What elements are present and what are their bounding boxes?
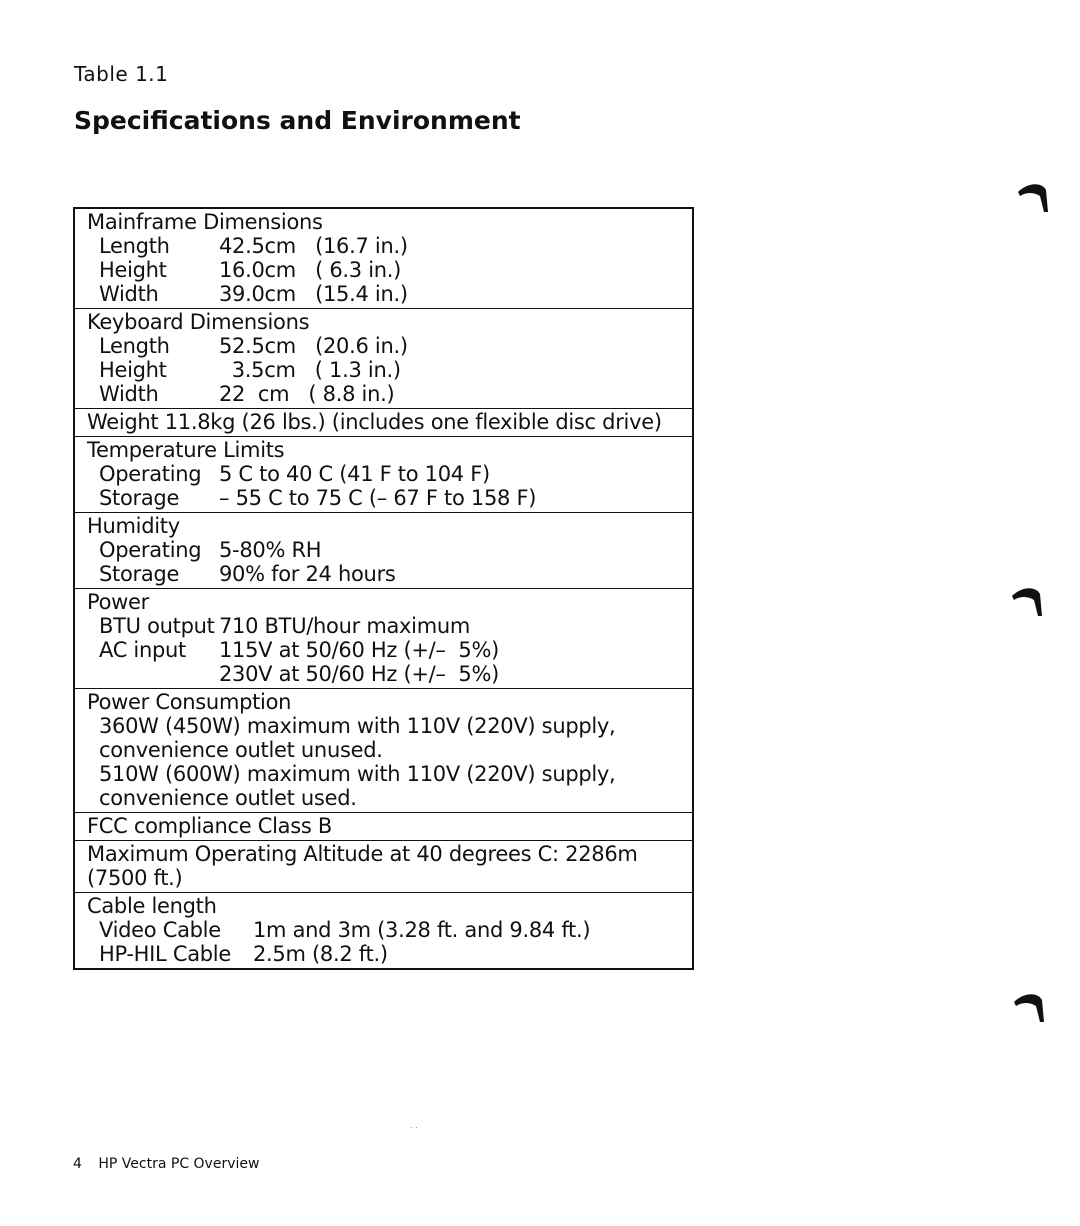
row-label: Storage <box>99 562 180 586</box>
fcc-text: FCC compliance Class B <box>87 814 332 838</box>
margin-mark-icon <box>1012 990 1046 1024</box>
spec-row <box>87 614 682 638</box>
spec-table <box>73 207 694 970</box>
section-heading: Cable length <box>87 894 217 918</box>
spec-row <box>87 358 682 382</box>
section-humidity <box>75 512 692 588</box>
section-mainframe <box>75 209 692 308</box>
row-label: Width <box>99 282 159 306</box>
row-value: 16.0cm ( 6.3 in.) <box>219 258 402 282</box>
row-label: BTU output <box>99 614 215 638</box>
section-heading: Power <box>87 590 149 614</box>
section-cable-length <box>75 892 692 968</box>
row-label: AC input <box>99 638 186 662</box>
altitude-line: (7500 ft.) <box>87 866 183 890</box>
spec-row <box>87 282 682 306</box>
weight-text: Weight 11.8kg (26 lbs.) (includes one flexible disc drive) <box>87 410 662 434</box>
margin-mark-icon <box>1016 180 1050 214</box>
row-label: Operating <box>99 462 202 486</box>
consumption-line: 360W (450W) maximum with 110V (220V) supply, <box>99 714 616 738</box>
consumption-line: convenience outlet used. <box>99 786 357 810</box>
spec-row <box>87 918 682 942</box>
row-value: 5-80% RH <box>219 538 322 562</box>
spec-row <box>87 334 682 358</box>
spec-row <box>87 638 682 662</box>
row-value: 42.5cm (16.7 in.) <box>219 234 408 258</box>
row-label: Width <box>99 382 159 406</box>
section-keyboard <box>75 308 692 408</box>
row-value: 1m and 3m (3.28 ft. and 9.84 ft.) <box>253 918 591 942</box>
row-value: 5 C to 40 C (41 F to 104 F) <box>219 462 490 486</box>
section-temperature <box>75 436 692 512</box>
consumption-line: 510W (600W) maximum with 110V (220V) supply, <box>99 762 616 786</box>
table-caption: Table 1.1 <box>74 62 169 86</box>
section-power-consumption <box>75 688 692 812</box>
row-value: 2.5m (8.2 ft.) <box>253 942 388 966</box>
row-value: 710 BTU/hour maximum <box>219 614 471 638</box>
speck-dots: . . <box>410 1121 418 1130</box>
page-title: Specifications and Environment <box>74 106 521 135</box>
row-label: Video Cable <box>99 918 221 942</box>
altitude-line: Maximum Operating Altitude at 40 degrees C: 2286m <box>87 842 638 866</box>
section-weight <box>75 408 692 436</box>
consumption-line: convenience outlet unused. <box>99 738 383 762</box>
row-value: 90% for 24 hours <box>219 562 396 586</box>
page-number: 4 <box>73 1156 82 1172</box>
section-heading: Temperature Limits <box>87 438 285 462</box>
row-value: 115V at 50/60 Hz (+/– 5%) <box>219 638 500 662</box>
row-value: 230V at 50/60 Hz (+/– 5%) <box>219 662 500 686</box>
margin-mark-icon <box>1010 584 1044 618</box>
spec-row <box>87 942 682 966</box>
spec-row <box>87 462 682 486</box>
row-label: Height <box>99 258 167 282</box>
row-value: 3.5cm ( 1.3 in.) <box>219 358 401 382</box>
section-heading: Power Consumption <box>87 690 292 714</box>
page-footer <box>73 1156 259 1172</box>
footer-title: HP Vectra PC Overview <box>98 1156 260 1172</box>
row-value: 22 cm ( 8.8 in.) <box>219 382 395 406</box>
section-fcc <box>75 812 692 840</box>
spec-row <box>87 258 682 282</box>
section-heading: Humidity <box>87 514 180 538</box>
row-label: HP-HIL Cable <box>99 942 231 966</box>
spec-row <box>87 486 682 510</box>
row-label: Height <box>99 358 167 382</box>
section-heading: Mainframe Dimensions <box>87 210 323 234</box>
section-power <box>75 588 692 688</box>
row-label: Storage <box>99 486 180 510</box>
spec-row <box>87 382 682 406</box>
spec-row <box>87 562 682 586</box>
spec-row <box>87 662 682 686</box>
section-heading: Keyboard Dimensions <box>87 310 310 334</box>
row-label: Length <box>99 334 170 358</box>
row-label: Length <box>99 234 170 258</box>
row-label <box>87 662 219 686</box>
row-value: 52.5cm (20.6 in.) <box>219 334 408 358</box>
row-value: 39.0cm (15.4 in.) <box>219 282 408 306</box>
row-value: – 55 C to 75 C (– 67 F to 158 F) <box>219 486 537 510</box>
spec-row <box>87 538 682 562</box>
spec-row <box>87 234 682 258</box>
section-altitude <box>75 840 692 892</box>
row-label: Operating <box>99 538 202 562</box>
